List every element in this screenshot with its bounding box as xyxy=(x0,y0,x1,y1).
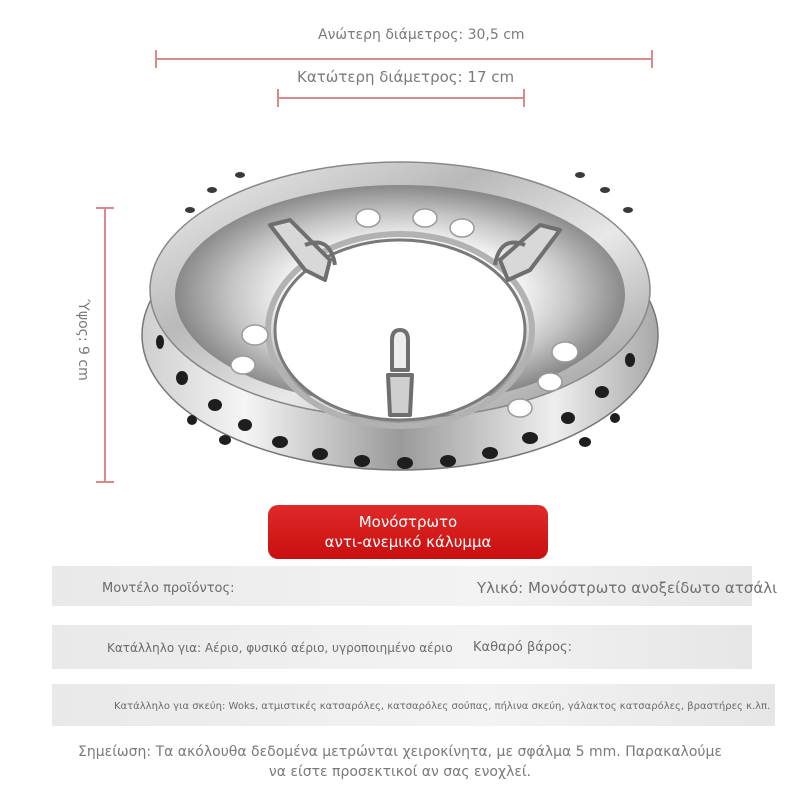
measurement-note xyxy=(20,742,780,782)
windshield-product-image xyxy=(130,120,670,490)
upper-diameter-line xyxy=(155,58,653,60)
height-label: Ύψος: 9 cm xyxy=(75,299,91,381)
model-label: Μοντέλο προϊόντος: xyxy=(102,581,235,596)
material-text: Υλικό: Μονόστρωτο ανοξείδωτο ατσάλι xyxy=(477,579,778,597)
height-line xyxy=(104,207,106,483)
note-line-2: να είστε προσεκτικοί αν σας ενοχλεί. xyxy=(268,764,532,780)
note-line-1: Σημείωση: Τα ακόλουθα δεδομένα μετρώνται χειροκίνητα, με σφάλμα 5 mm. Παρακαλούμε xyxy=(78,744,722,760)
banner-line-1: Μονόστρωτο xyxy=(358,513,458,531)
lower-diameter-line xyxy=(277,97,525,99)
product-title-banner xyxy=(268,505,548,559)
banner-line-2: αντι-ανεμικό κάλυμμα xyxy=(324,533,492,551)
suitable-cookware-text: Κατάλληλο για σκεύη: Woks, ατμιστικές κατσαρόλες, κατσαρόλες σούπας, πήλινα σκεύη, γάλακτος κατσαρόλες, βραστήρες κ.λπ. xyxy=(114,701,771,712)
lower-diameter-label: Κατώτερη διάμετρος: 17 cm xyxy=(297,68,515,86)
suitable-fuel-text: Κατάλληλο για: Αέριο, φυσικό αέριο, υγροποιημένο αέριο xyxy=(107,641,453,655)
upper-diameter-label: Ανώτερη διάμετρος: 30,5 cm xyxy=(318,27,525,43)
net-weight-label: Καθαρό βάρος: xyxy=(473,640,573,655)
